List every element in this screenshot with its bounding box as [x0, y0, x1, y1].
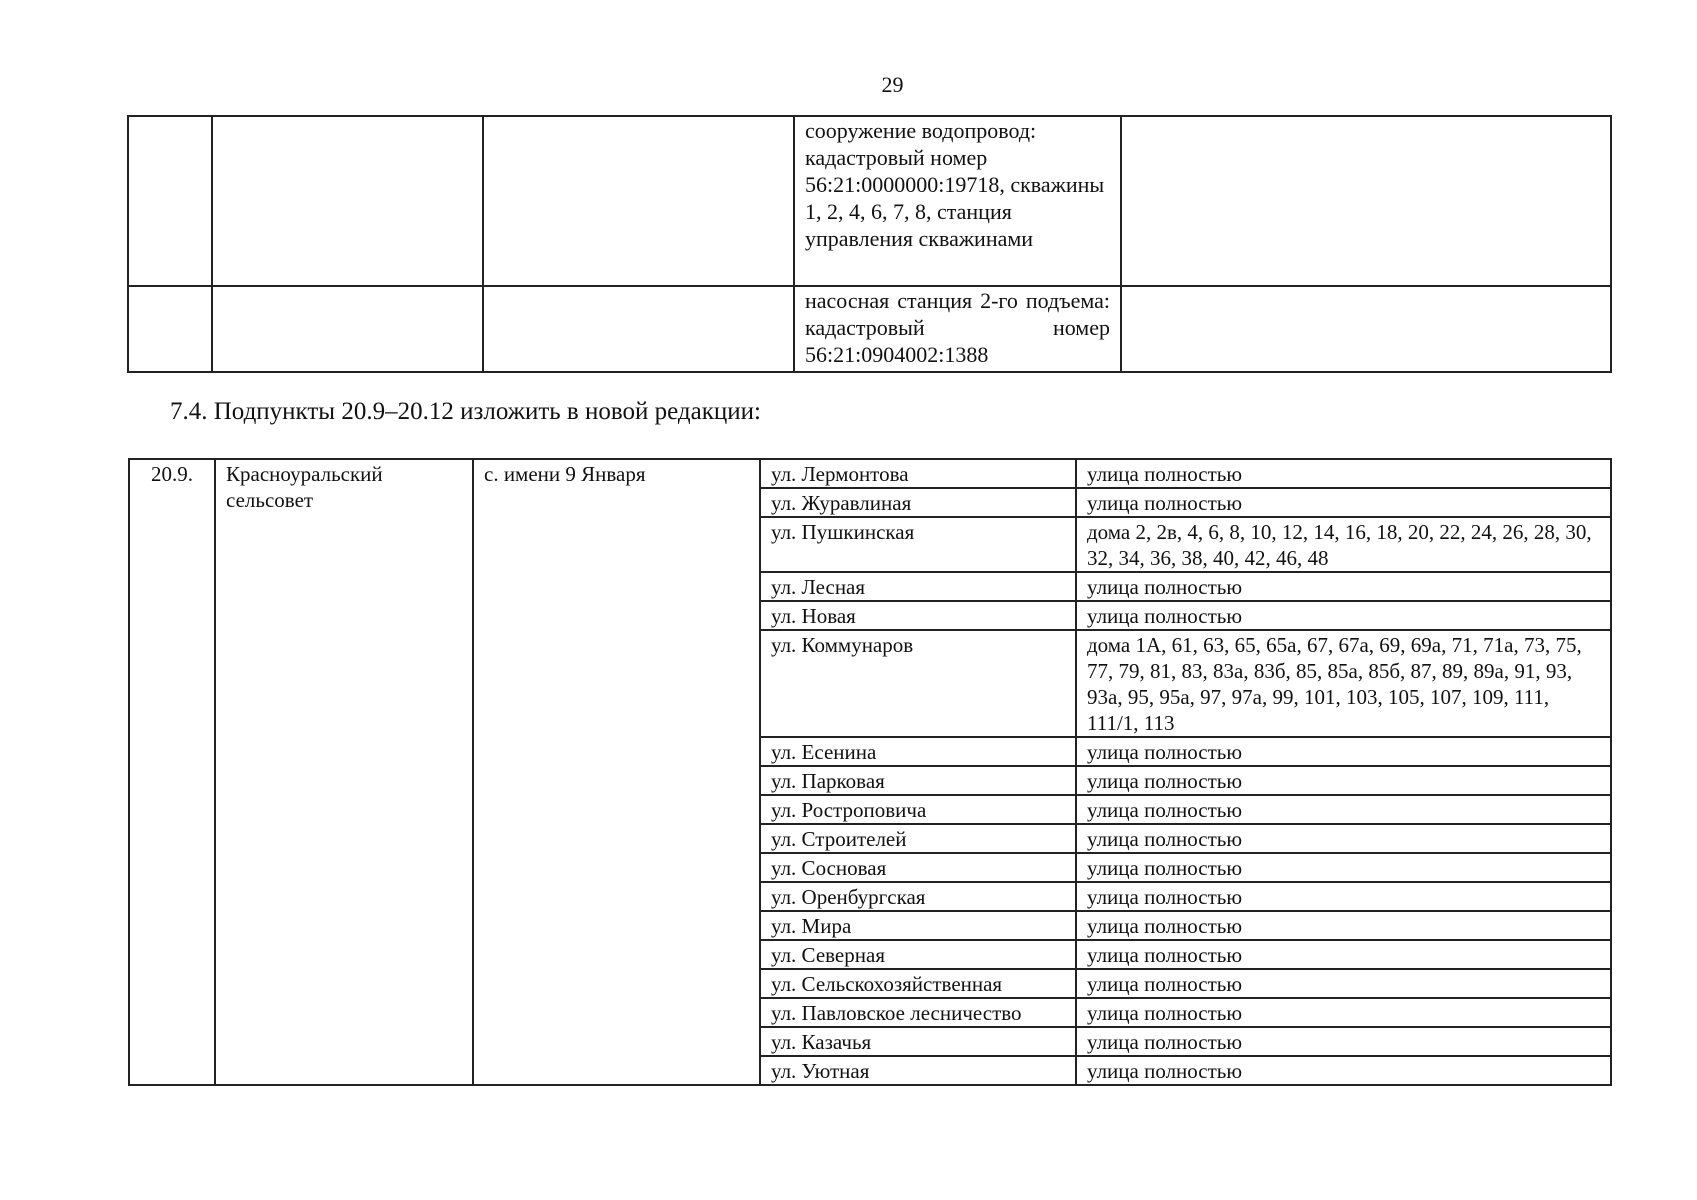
houses-cell: улица полностью: [1076, 737, 1611, 766]
street-name-cell: ул. Строителей: [760, 824, 1076, 853]
street-name-cell: ул. Мира: [760, 911, 1076, 940]
houses-cell: улица полностью: [1076, 795, 1611, 824]
street-name-cell: ул. Пушкинская: [760, 517, 1076, 572]
street-name-cell: ул. Сельскохозяйственная: [760, 969, 1076, 998]
street-name-cell: ул. Лермонтова: [760, 459, 1076, 488]
table-cell: [212, 286, 483, 372]
council-cell: Красноуральский сельсовет: [215, 459, 473, 1085]
street-name-cell: ул. Ростроповича: [760, 795, 1076, 824]
section-heading: 7.4. Подпункты 20.9–20.12 изложить в новой редакции:: [170, 398, 761, 425]
street-name-cell: ул. Журавлиная: [760, 488, 1076, 517]
houses-cell: улица полностью: [1076, 882, 1611, 911]
street-name-cell: ул. Павловское лесничество: [760, 998, 1076, 1027]
street-name-cell: ул. Уютная: [760, 1056, 1076, 1085]
houses-cell: улица полностью: [1076, 940, 1611, 969]
table-row: [128, 286, 1611, 372]
table-cell: [483, 286, 794, 372]
item-number-cell: 20.9.: [129, 459, 215, 1085]
table-cell: [128, 116, 212, 286]
table-cell: [1121, 286, 1611, 372]
houses-cell: улица полностью: [1076, 824, 1611, 853]
table-cell: [212, 116, 483, 286]
street-name-cell: ул. Есенина: [760, 737, 1076, 766]
street-name-cell: ул. Лесная: [760, 572, 1076, 601]
houses-cell: улица полностью: [1076, 969, 1611, 998]
houses-cell: улица полностью: [1076, 459, 1611, 488]
street-name-cell: ул. Оренбургская: [760, 882, 1076, 911]
page-number: 29: [881, 72, 904, 97]
street-name-cell: ул. Новая: [760, 601, 1076, 630]
table-row: [129, 459, 1611, 488]
houses-cell: улица полностью: [1076, 766, 1611, 795]
object-description-cell: насосная станция 2-го подъема: кадастровый номер 56:21:0904002:1388: [794, 286, 1121, 372]
houses-cell: улица полностью: [1076, 572, 1611, 601]
continuation-table: [127, 115, 1612, 373]
table-cell: [483, 116, 794, 286]
houses-cell: дома 2, 2в, 4, 6, 8, 10, 12, 14, 16, 18, 20, 22, 24, 26, 28, 30, 32, 34, 36, 38, 40, 42, 46, 48: [1076, 517, 1611, 572]
houses-cell: улица полностью: [1076, 853, 1611, 882]
settlement-cell: с. имени 9 Января: [473, 459, 760, 1085]
houses-cell: улица полностью: [1076, 488, 1611, 517]
street-name-cell: ул. Казачья: [760, 1027, 1076, 1056]
streets-table: [128, 458, 1612, 1086]
street-name-cell: ул. Сосновая: [760, 853, 1076, 882]
street-name-cell: ул. Северная: [760, 940, 1076, 969]
object-description-cell: сооружение водопровод: кадастровый номер 56:21:0000000:19718, скважины 1, 2, 4, 6, 7, 8, станция управления скважинами: [794, 116, 1121, 286]
houses-cell: улица полностью: [1076, 998, 1611, 1027]
street-name-cell: ул. Коммунаров: [760, 630, 1076, 737]
houses-cell: улица полностью: [1076, 1056, 1611, 1085]
table-cell: [1121, 116, 1611, 286]
houses-cell: улица полностью: [1076, 601, 1611, 630]
table-row: [128, 116, 1611, 286]
street-name-cell: ул. Парковая: [760, 766, 1076, 795]
houses-cell: улица полностью: [1076, 911, 1611, 940]
houses-cell: улица полностью: [1076, 1027, 1611, 1056]
houses-cell: дома 1А, 61, 63, 65, 65а, 67, 67а, 69, 69а, 71, 71а, 73, 75, 77, 79, 81, 83, 83а, 83б, 85, 85а, 85б, 87, 89, 89а, 91, 93, 93а, 95, 95а, 97, 97а, 99, 101, 103, 105, 107, 109, 111, 111/1, 113: [1076, 630, 1611, 737]
table-cell: [128, 286, 212, 372]
